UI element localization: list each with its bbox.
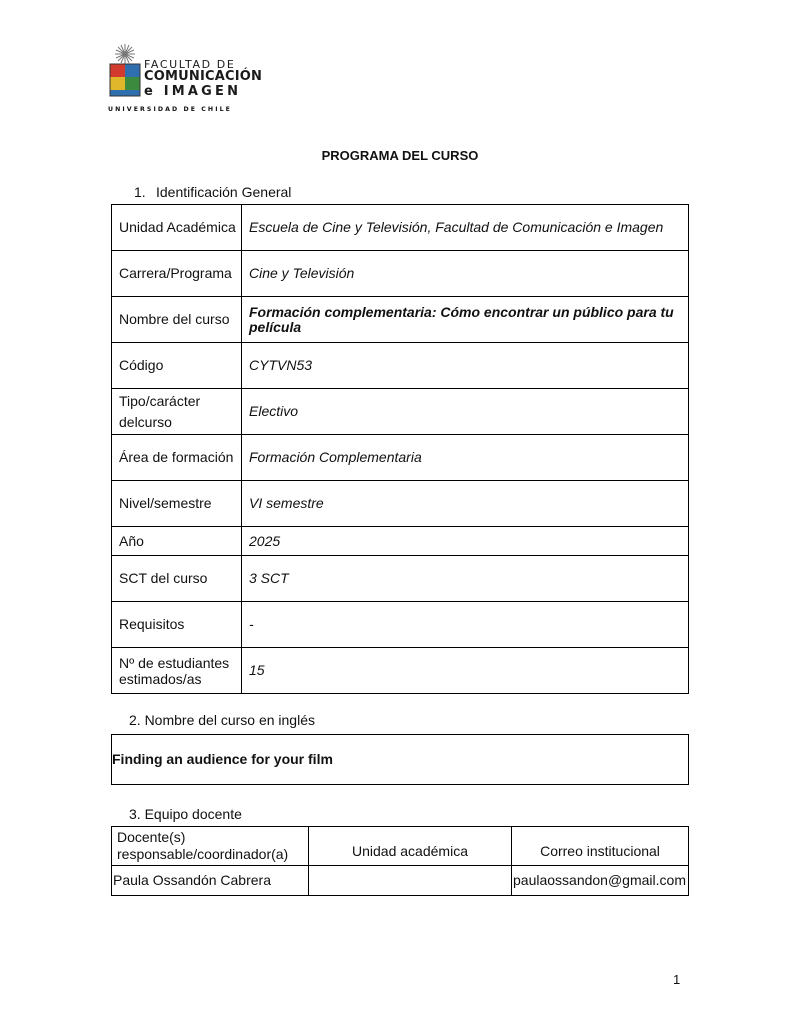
logo-line-3: e IMAGEN (144, 84, 242, 99)
row-value: 3 SCT (242, 556, 689, 602)
row-value: - (242, 602, 689, 648)
row-label: Nombre del curso (112, 297, 242, 343)
table-row (112, 389, 689, 435)
english-name-table (111, 734, 689, 785)
table-row (112, 481, 689, 527)
table-row (112, 602, 689, 648)
row-label: Código (112, 343, 242, 389)
logo-line-2: COMUNICACIÓN (144, 69, 263, 84)
row-label: Área de formación (112, 435, 242, 481)
row-label: Año (112, 527, 242, 556)
section-team-heading: 3. Equipo docente (129, 806, 242, 822)
teacher-unit (309, 866, 512, 896)
table-row (112, 866, 689, 896)
table-row (112, 527, 689, 556)
teacher-email: paulaossandon@gmail.com (512, 866, 689, 896)
row-label: Requisitos (112, 602, 242, 648)
row-label: Carrera/Programa (112, 251, 242, 297)
table-header-row (112, 827, 689, 866)
document-title: PROGRAMA DEL CURSO (321, 148, 479, 163)
section-english-name-heading: 2. Nombre del curso en inglés (129, 712, 315, 728)
english-course-name: Finding an audience for your film (112, 735, 689, 785)
row-value: CYTVN53 (242, 343, 689, 389)
header-unidad: Unidad académica (309, 827, 512, 866)
table-row (112, 343, 689, 389)
row-value: Cine y Televisión (242, 251, 689, 297)
section-identification-heading (134, 184, 291, 200)
teacher-name: Paula Ossandón Cabrera (112, 866, 309, 896)
row-label: SCT del curso (112, 556, 242, 602)
table-row (112, 648, 689, 694)
row-value: Electivo (242, 389, 689, 435)
logo-line-1: FACULTAD DE (144, 58, 236, 71)
table-row (112, 205, 689, 251)
row-label: Nivel/semestre (112, 481, 242, 527)
row-value: Escuela de Cine y Televisión, Facultad de Comunicación e Imagen (242, 205, 689, 251)
table-row (112, 735, 689, 785)
table-row (112, 297, 689, 343)
section-label: Identificación General (156, 184, 292, 200)
row-value: 15 (242, 648, 689, 694)
identification-table (111, 204, 689, 694)
faculty-logo (108, 42, 263, 116)
header-correo: Correo institucional (512, 827, 689, 866)
page-number: 1 (673, 972, 681, 987)
row-label: Tipo/carácter delcurso (112, 389, 242, 435)
logo-university: UNIVERSIDAD DE CHILE (108, 106, 232, 113)
university-crest-icon (108, 42, 142, 102)
section-number: 1. (134, 184, 146, 200)
row-value: VI semestre (242, 481, 689, 527)
table-row (112, 556, 689, 602)
table-row (112, 435, 689, 481)
row-label: Unidad Académica (112, 205, 242, 251)
table-row (112, 251, 689, 297)
row-value: Formación complementaria: Cómo encontrar un público para tu película (242, 297, 689, 343)
header-docente: Docente(s) responsable/coordinador(a) (112, 827, 309, 866)
row-label: Nº de estudiantes estimados/as (112, 648, 242, 694)
row-value: Formación Complementaria (242, 435, 689, 481)
row-value: 2025 (242, 527, 689, 556)
team-table (111, 826, 689, 896)
